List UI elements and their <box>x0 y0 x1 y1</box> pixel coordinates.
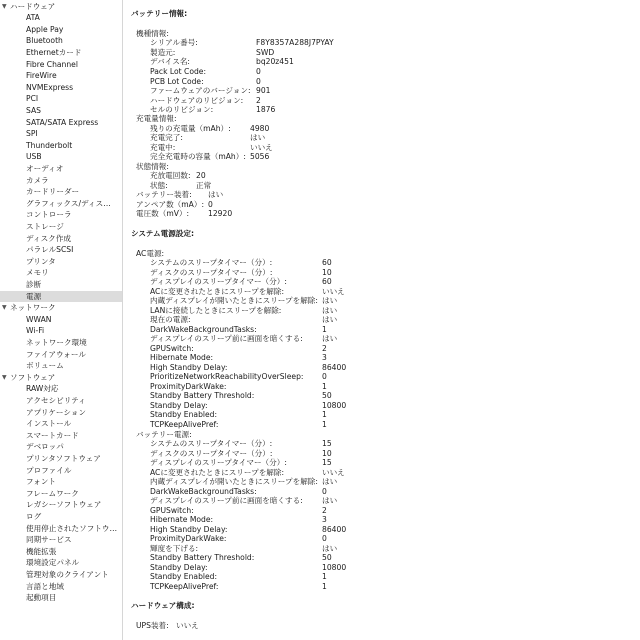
sidebar-item[interactable] <box>0 209 122 221</box>
sidebar-item[interactable] <box>0 523 122 535</box>
sidebar-item[interactable] <box>0 383 122 395</box>
info-key: Standby Enabled: <box>150 410 218 419</box>
sidebar-item[interactable] <box>0 221 122 233</box>
sidebar-item-label: ATA <box>26 13 40 23</box>
info-value: 1 <box>322 582 327 591</box>
sidebar-group[interactable] <box>0 1 122 13</box>
sidebar-item-label: Apple Pay <box>26 24 64 34</box>
info-value: はい <box>322 306 338 315</box>
info-key: 残りの充電量（mAh）: <box>150 124 231 133</box>
info-value: SWD <box>256 48 275 57</box>
info-value: 正常 <box>196 181 212 190</box>
info-key: 充放電回数: <box>150 171 191 180</box>
sidebar-item-label: ネットワーク <box>10 303 56 313</box>
sidebar-item[interactable] <box>0 511 122 523</box>
info-value: 5056 <box>250 152 270 161</box>
sidebar-item[interactable] <box>0 546 122 558</box>
sidebar-item[interactable] <box>0 244 122 256</box>
disclosure-triangle-icon[interactable]: ▼ <box>2 2 7 10</box>
info-value: はい <box>322 334 338 343</box>
sidebar-item-label: フォント <box>26 477 56 487</box>
info-value: はい <box>322 544 338 553</box>
sidebar-group[interactable] <box>0 302 122 314</box>
info-key: ProximityDarkWake: <box>150 382 227 391</box>
info-key: 完全充電時の容量（mAh）: <box>150 152 246 161</box>
info-key: DarkWakeBackgroundTasks: <box>150 487 257 496</box>
info-value: 0 <box>256 67 261 76</box>
sidebar-item-label: スマートカード <box>26 430 79 440</box>
detail-pane <box>124 0 640 640</box>
section-heading: バッテリー情報: <box>131 9 188 18</box>
info-key: ProximityDarkWake: <box>150 534 227 543</box>
info-value: 10 <box>322 268 332 277</box>
info-key: ACに変更されたときにスリープを解除: <box>150 287 285 296</box>
sidebar-item[interactable] <box>0 233 122 245</box>
info-value: F8Y8357A288J7PYAY <box>256 38 334 47</box>
info-key: Standby Battery Threshold: <box>150 553 255 562</box>
info-key: アンペア数（mA）: <box>136 200 205 209</box>
sidebar-item-label: Bluetooth <box>26 36 63 46</box>
info-key: 内蔵ディスプレイが開いたときにスリープを解除: <box>150 296 318 305</box>
info-value: 10800 <box>322 563 347 572</box>
sidebar-item-label: プリンタソフトウェア <box>26 453 101 463</box>
sidebar-item-label: SAS <box>26 105 41 115</box>
info-value: いいえ <box>250 143 273 152</box>
sidebar-item[interactable] <box>0 24 122 36</box>
info-value: はい <box>208 190 224 199</box>
info-value: 2 <box>322 506 327 515</box>
sidebar-item[interactable] <box>0 151 122 163</box>
info-value: 3 <box>322 515 327 524</box>
info-value: 1 <box>322 382 327 391</box>
info-value: 20 <box>196 171 206 180</box>
info-key: ハードウェアのリビジョン: <box>150 96 244 105</box>
info-key: 内蔵ディスプレイが開いたときにスリープを解除: <box>150 477 318 486</box>
info-key: ディスプレイのスリープ前に画面を暗くする: <box>150 334 303 343</box>
info-value: 0 <box>208 200 213 209</box>
sidebar-item[interactable] <box>0 592 122 604</box>
sidebar-item-label: ハードウェア <box>10 1 56 11</box>
sidebar-item[interactable] <box>0 47 122 59</box>
info-key: シリアル番号: <box>150 38 198 47</box>
sidebar-item[interactable] <box>0 441 122 453</box>
info-key: ディスクのスリープタイマー（分）: <box>150 449 273 458</box>
info-key: 充電量情報: <box>136 114 177 123</box>
sidebar-item-label: ディスク作成 <box>26 233 71 243</box>
info-key: GPUSwitch: <box>150 344 194 353</box>
sidebar-item[interactable] <box>0 499 122 511</box>
sidebar-item-label: 電源 <box>26 291 42 301</box>
info-value: 86400 <box>322 363 347 372</box>
info-value: 1 <box>322 572 327 581</box>
sidebar-item[interactable] <box>0 430 122 442</box>
section-heading: ハードウェア構成: <box>131 601 195 610</box>
info-key: Standby Delay: <box>150 401 208 410</box>
sidebar-item-label: ボリューム <box>26 361 64 371</box>
info-key: Standby Enabled: <box>150 572 218 581</box>
info-key: バッテリー電源: <box>136 430 192 439</box>
sidebar-item-label: メモリ <box>26 268 49 278</box>
info-key: ディスクのスリープタイマー（分）: <box>150 268 273 277</box>
info-key: High Standby Delay: <box>150 363 228 372</box>
info-value: 901 <box>256 86 271 95</box>
info-value: はい <box>322 296 338 305</box>
info-value: 2 <box>322 344 327 353</box>
sidebar-item-label: 起動項目 <box>26 593 57 603</box>
sidebar-item[interactable] <box>0 360 122 372</box>
info-key: ディスプレイのスリープ前に画面を暗くする: <box>150 496 303 505</box>
sidebar-item-label: パラレルSCSI <box>26 245 74 255</box>
sidebar-item-label: PCI <box>26 94 39 104</box>
sidebar-item[interactable] <box>0 59 122 71</box>
info-key: 現在の電源: <box>150 315 191 324</box>
info-key: バッテリー装着: <box>136 190 192 199</box>
info-key: 輝度を下げる: <box>150 544 199 553</box>
sidebar-item-label: Wi-Fi <box>26 326 45 336</box>
sidebar-item[interactable] <box>0 325 122 337</box>
info-key: システムのスリープタイマー（分）: <box>150 258 273 267</box>
info-key: Pack Lot Code: <box>150 67 207 76</box>
info-value: いいえ <box>176 621 199 630</box>
sidebar-item[interactable] <box>0 140 122 152</box>
info-value: いいえ <box>322 287 345 296</box>
sidebar-item-label: アクセシビリティ <box>26 395 86 405</box>
sidebar-item[interactable] <box>0 35 122 47</box>
disclosure-triangle-icon[interactable]: ▼ <box>2 373 7 381</box>
info-value: bq20z451 <box>256 57 294 66</box>
info-value: 10 <box>322 449 332 458</box>
info-value: 1 <box>322 325 327 334</box>
info-value: 0 <box>322 372 327 381</box>
info-key: Hibernate Mode: <box>150 353 214 362</box>
sidebar-item-label: ファイアウォール <box>26 349 86 359</box>
sidebar-item[interactable] <box>0 128 122 140</box>
sidebar-item[interactable] <box>0 105 122 117</box>
sidebar-item[interactable] <box>0 395 122 407</box>
sidebar-item-label: フレームワーク <box>26 488 79 498</box>
sidebar-item[interactable] <box>0 256 122 268</box>
sidebar-item-label: コントローラ <box>26 210 72 220</box>
info-value: 60 <box>322 277 332 286</box>
info-value: 15 <box>322 439 332 448</box>
info-key: AC電源: <box>136 249 165 258</box>
sidebar-item[interactable] <box>0 476 122 488</box>
sidebar-item[interactable] <box>0 407 122 419</box>
sidebar-item[interactable] <box>0 93 122 105</box>
sidebar-item-label: プリンタ <box>26 256 56 266</box>
sidebar-item-label: FireWire <box>26 71 57 81</box>
sidebar-item-label: 言語と地域 <box>26 581 64 591</box>
info-key: セルのリビジョン: <box>150 105 214 114</box>
sidebar-item[interactable] <box>0 581 122 593</box>
info-key: GPUSwitch: <box>150 506 194 515</box>
sidebar-item-label: カメラ <box>26 175 49 185</box>
info-key: UPS装着: <box>136 621 169 630</box>
info-value: はい <box>322 496 338 505</box>
sidebar-item-label: USB <box>26 152 42 162</box>
info-value: 1 <box>322 410 327 419</box>
info-key: DarkWakeBackgroundTasks: <box>150 325 257 334</box>
sidebar-item-label: Fibre Channel <box>26 59 78 69</box>
sidebar-item[interactable] <box>0 453 122 465</box>
sidebar-item[interactable] <box>0 82 122 94</box>
sidebar-item-label: RAW対応 <box>26 384 59 394</box>
info-value: 3 <box>322 353 327 362</box>
info-value: 1 <box>322 420 327 429</box>
info-key: High Standby Delay: <box>150 525 228 534</box>
info-value: はい <box>250 133 266 142</box>
sidebar-item-label: WWAN <box>26 314 52 324</box>
info-key: 状態情報: <box>136 162 169 171</box>
sidebar-item-label: アプリケーション <box>26 407 86 417</box>
info-key: TCPKeepAlivePref: <box>150 582 219 591</box>
sidebar-item-label: 診断 <box>26 279 42 289</box>
info-key: 製造元: <box>150 48 176 57</box>
info-value: いいえ <box>322 468 345 477</box>
info-key: Standby Delay: <box>150 563 208 572</box>
sidebar-item-label: レガシーソフトウェア <box>26 500 102 510</box>
info-value: 2 <box>256 96 261 105</box>
info-value: はい <box>322 477 338 486</box>
info-key: ディスプレイのスリープタイマー（分）: <box>150 277 287 286</box>
info-value: 0 <box>256 77 261 86</box>
sidebar-item-label: Ethernetカード <box>26 47 82 57</box>
sidebar-item[interactable] <box>0 186 122 198</box>
sidebar-item-label: 管理対象のクライアント <box>26 569 109 579</box>
sidebar-group[interactable] <box>0 372 122 384</box>
sidebar-item[interactable] <box>0 349 122 361</box>
sidebar-item-label: 環境設定パネル <box>26 558 80 568</box>
sidebar-item-label: 機能拡張 <box>26 546 57 556</box>
info-value: 0 <box>322 487 327 496</box>
sidebar-item-label: NVMExpress <box>26 82 74 92</box>
sidebar-item[interactable] <box>0 117 122 129</box>
info-value: 60 <box>322 258 332 267</box>
sidebar-item[interactable] <box>0 337 122 349</box>
info-key: 機種情報: <box>136 29 169 38</box>
category-sidebar <box>0 0 123 640</box>
sidebar-item-label: デベロッパ <box>26 442 64 452</box>
info-value: 15 <box>322 458 332 467</box>
info-key: LANに接続したときにスリープを解除: <box>150 306 282 315</box>
info-key: Hibernate Mode: <box>150 515 214 524</box>
info-key: PCB Lot Code: <box>150 77 204 86</box>
sidebar-item[interactable] <box>0 534 122 546</box>
sidebar-item[interactable] <box>0 12 122 24</box>
info-key: TCPKeepAlivePref: <box>150 420 219 429</box>
sidebar-item[interactable] <box>0 418 122 430</box>
info-value: 1876 <box>256 105 276 114</box>
sidebar-item-label: SATA/SATA Express <box>26 117 99 127</box>
info-key: 充電完了: <box>150 133 183 142</box>
info-key: ACに変更されたときにスリープを解除: <box>150 468 285 477</box>
sidebar-item[interactable] <box>0 175 122 187</box>
sidebar-item[interactable] <box>0 488 122 500</box>
info-key: PrioritizeNetworkReachabilityOverSleep: <box>150 372 304 381</box>
info-value: 50 <box>322 391 332 400</box>
sidebar-item[interactable] <box>0 569 122 581</box>
sidebar-item-label: 同期サービス <box>26 535 72 545</box>
sidebar-item[interactable] <box>0 465 122 477</box>
sidebar-item[interactable] <box>0 198 122 210</box>
info-value: 0 <box>322 534 327 543</box>
info-key: ディスプレイのスリープタイマー（分）: <box>150 458 287 467</box>
sidebar-item-label: グラフィックス/ディス… <box>26 198 111 208</box>
info-key: システムのスリープタイマー（分）: <box>150 439 273 448</box>
sidebar-item[interactable] <box>0 291 122 303</box>
info-value: 12920 <box>208 209 233 218</box>
info-value: 86400 <box>322 525 347 534</box>
info-key: ファームウェアのバージョン: <box>150 86 251 95</box>
sidebar-item-label: インストール <box>26 419 72 429</box>
sidebar-item-label: SPI <box>26 129 38 139</box>
sidebar-item-label: ソフトウェア <box>10 372 56 382</box>
sidebar-item[interactable] <box>0 314 122 326</box>
sidebar-item-label: ストレージ <box>26 221 64 231</box>
sidebar-item[interactable] <box>0 70 122 82</box>
sidebar-item-label: Thunderbolt <box>26 140 73 150</box>
sidebar-item[interactable] <box>0 557 122 569</box>
sidebar-item-label: プロファイル <box>26 465 72 475</box>
sidebar-item-label: 使用停止されたソフトウ… <box>26 523 118 533</box>
info-key: Standby Battery Threshold: <box>150 391 255 400</box>
info-key: 充電中: <box>150 143 176 152</box>
info-value: 50 <box>322 553 332 562</box>
info-key: 電圧数（mV）: <box>136 209 190 218</box>
info-key: デバイス名: <box>150 57 190 66</box>
sidebar-item[interactable] <box>0 163 122 175</box>
sidebar-item[interactable] <box>0 267 122 279</box>
sidebar-item-label: ネットワーク環境 <box>26 337 87 347</box>
info-value: 4980 <box>250 124 270 133</box>
disclosure-triangle-icon[interactable]: ▼ <box>2 304 7 312</box>
sidebar-item-label: オーディオ <box>26 163 64 173</box>
sidebar-item[interactable] <box>0 279 122 291</box>
info-value: はい <box>322 315 338 324</box>
info-value: 10800 <box>322 401 347 410</box>
section-heading: システム電源設定: <box>131 229 195 238</box>
sidebar-item-label: カードリーダー <box>26 187 80 197</box>
info-key: 状態: <box>150 181 168 190</box>
sidebar-item-label: ログ <box>26 511 42 521</box>
